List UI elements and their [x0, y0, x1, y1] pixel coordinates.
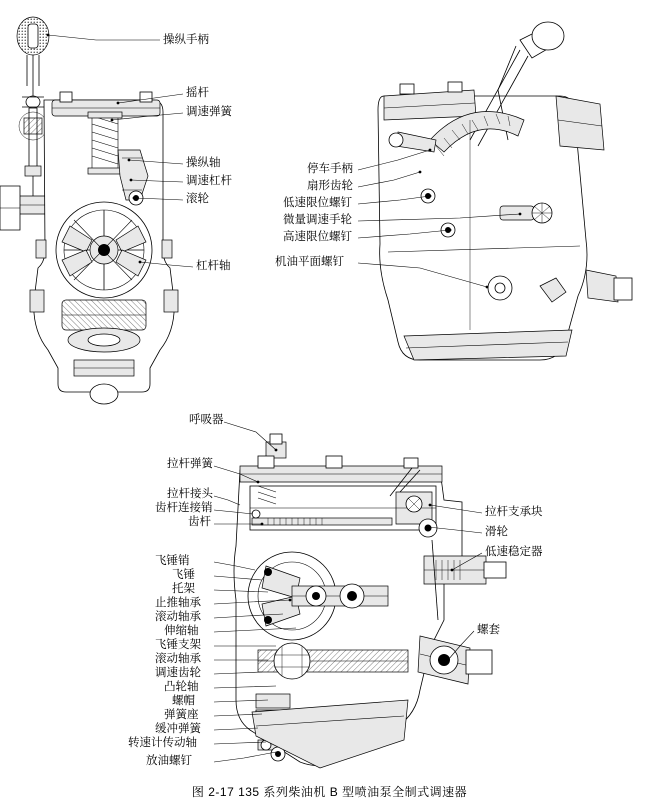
- label-oil-level-screw: 机油平面螺钉: [275, 256, 344, 268]
- label-high-speed-limit-screw: 高速限位螺钉: [283, 231, 352, 243]
- label-damper-spring: 缓冲弹簧: [155, 723, 201, 735]
- label-lever-shaft: 杠杆轴: [196, 260, 231, 272]
- label-flyweight-pin: 飞锤销: [155, 555, 190, 567]
- label-nut: 螺帽: [172, 695, 195, 707]
- label-drain-screw: 放油螺钉: [146, 755, 192, 767]
- label-rack: 齿杆: [188, 516, 211, 528]
- label-roller: 滚轮: [186, 193, 209, 205]
- panel-bottom: [214, 422, 506, 768]
- label-control-shaft: 操纵轴: [186, 157, 221, 169]
- label-rod-spring: 拉杆弹簧: [167, 458, 213, 470]
- label-governor-spring: 调速弹簧: [186, 106, 232, 118]
- figure-caption: 图 2-17 135 系列柴油机 B 型喷油泵全制式调速器: [191, 785, 468, 799]
- label-telescopic-shaft: 伸缩轴: [164, 625, 199, 637]
- panel-top-left: [0, 17, 193, 404]
- label-pulley: 滑轮: [485, 526, 508, 538]
- label-low-speed-limit-screw: 低速限位螺钉: [283, 197, 352, 209]
- label-flyweight: 飞锤: [172, 569, 195, 581]
- label-rack-connecting-pin: 齿杆连接销: [155, 502, 213, 514]
- label-bracket: 托架: [172, 583, 195, 595]
- label-rolling-bearing-lower: 滚动轴承: [155, 653, 201, 665]
- label-camshaft: 凸轮轴: [164, 681, 199, 693]
- label-breather: 呼吸器: [189, 414, 224, 426]
- label-rod-support-block: 拉杆支承块: [485, 506, 543, 518]
- label-tachometer-drive-shaft: 转速计传动轴: [128, 737, 197, 749]
- label-stop-handle: 停车手柄: [307, 163, 353, 175]
- panel-top-right: [358, 22, 632, 360]
- label-rocker-lever: 摇杆: [186, 87, 209, 99]
- label-rolling-bearing-upper: 滚动轴承: [155, 611, 201, 623]
- label-low-speed-stabilizer: 低速稳定器: [485, 546, 543, 558]
- label-spring-seat: 弹簧座: [164, 709, 199, 721]
- label-sector-gear: 扇形齿轮: [307, 180, 353, 192]
- label-fine-speed-adjust-wheel: 微量调速手轮: [283, 214, 352, 226]
- label-flyweight-carrier: 飞锤支架: [155, 639, 201, 651]
- label-speed-lever: 调速杠杆: [186, 175, 232, 187]
- label-thrust-bearing: 止推轴承: [155, 597, 201, 609]
- label-governor-gear: 调速齿轮: [155, 667, 201, 679]
- label-operating-handle: 操纵手柄: [163, 34, 209, 46]
- label-threaded-sleeve: 螺套: [477, 624, 500, 636]
- label-rod-joint: 拉杆接头: [167, 488, 213, 500]
